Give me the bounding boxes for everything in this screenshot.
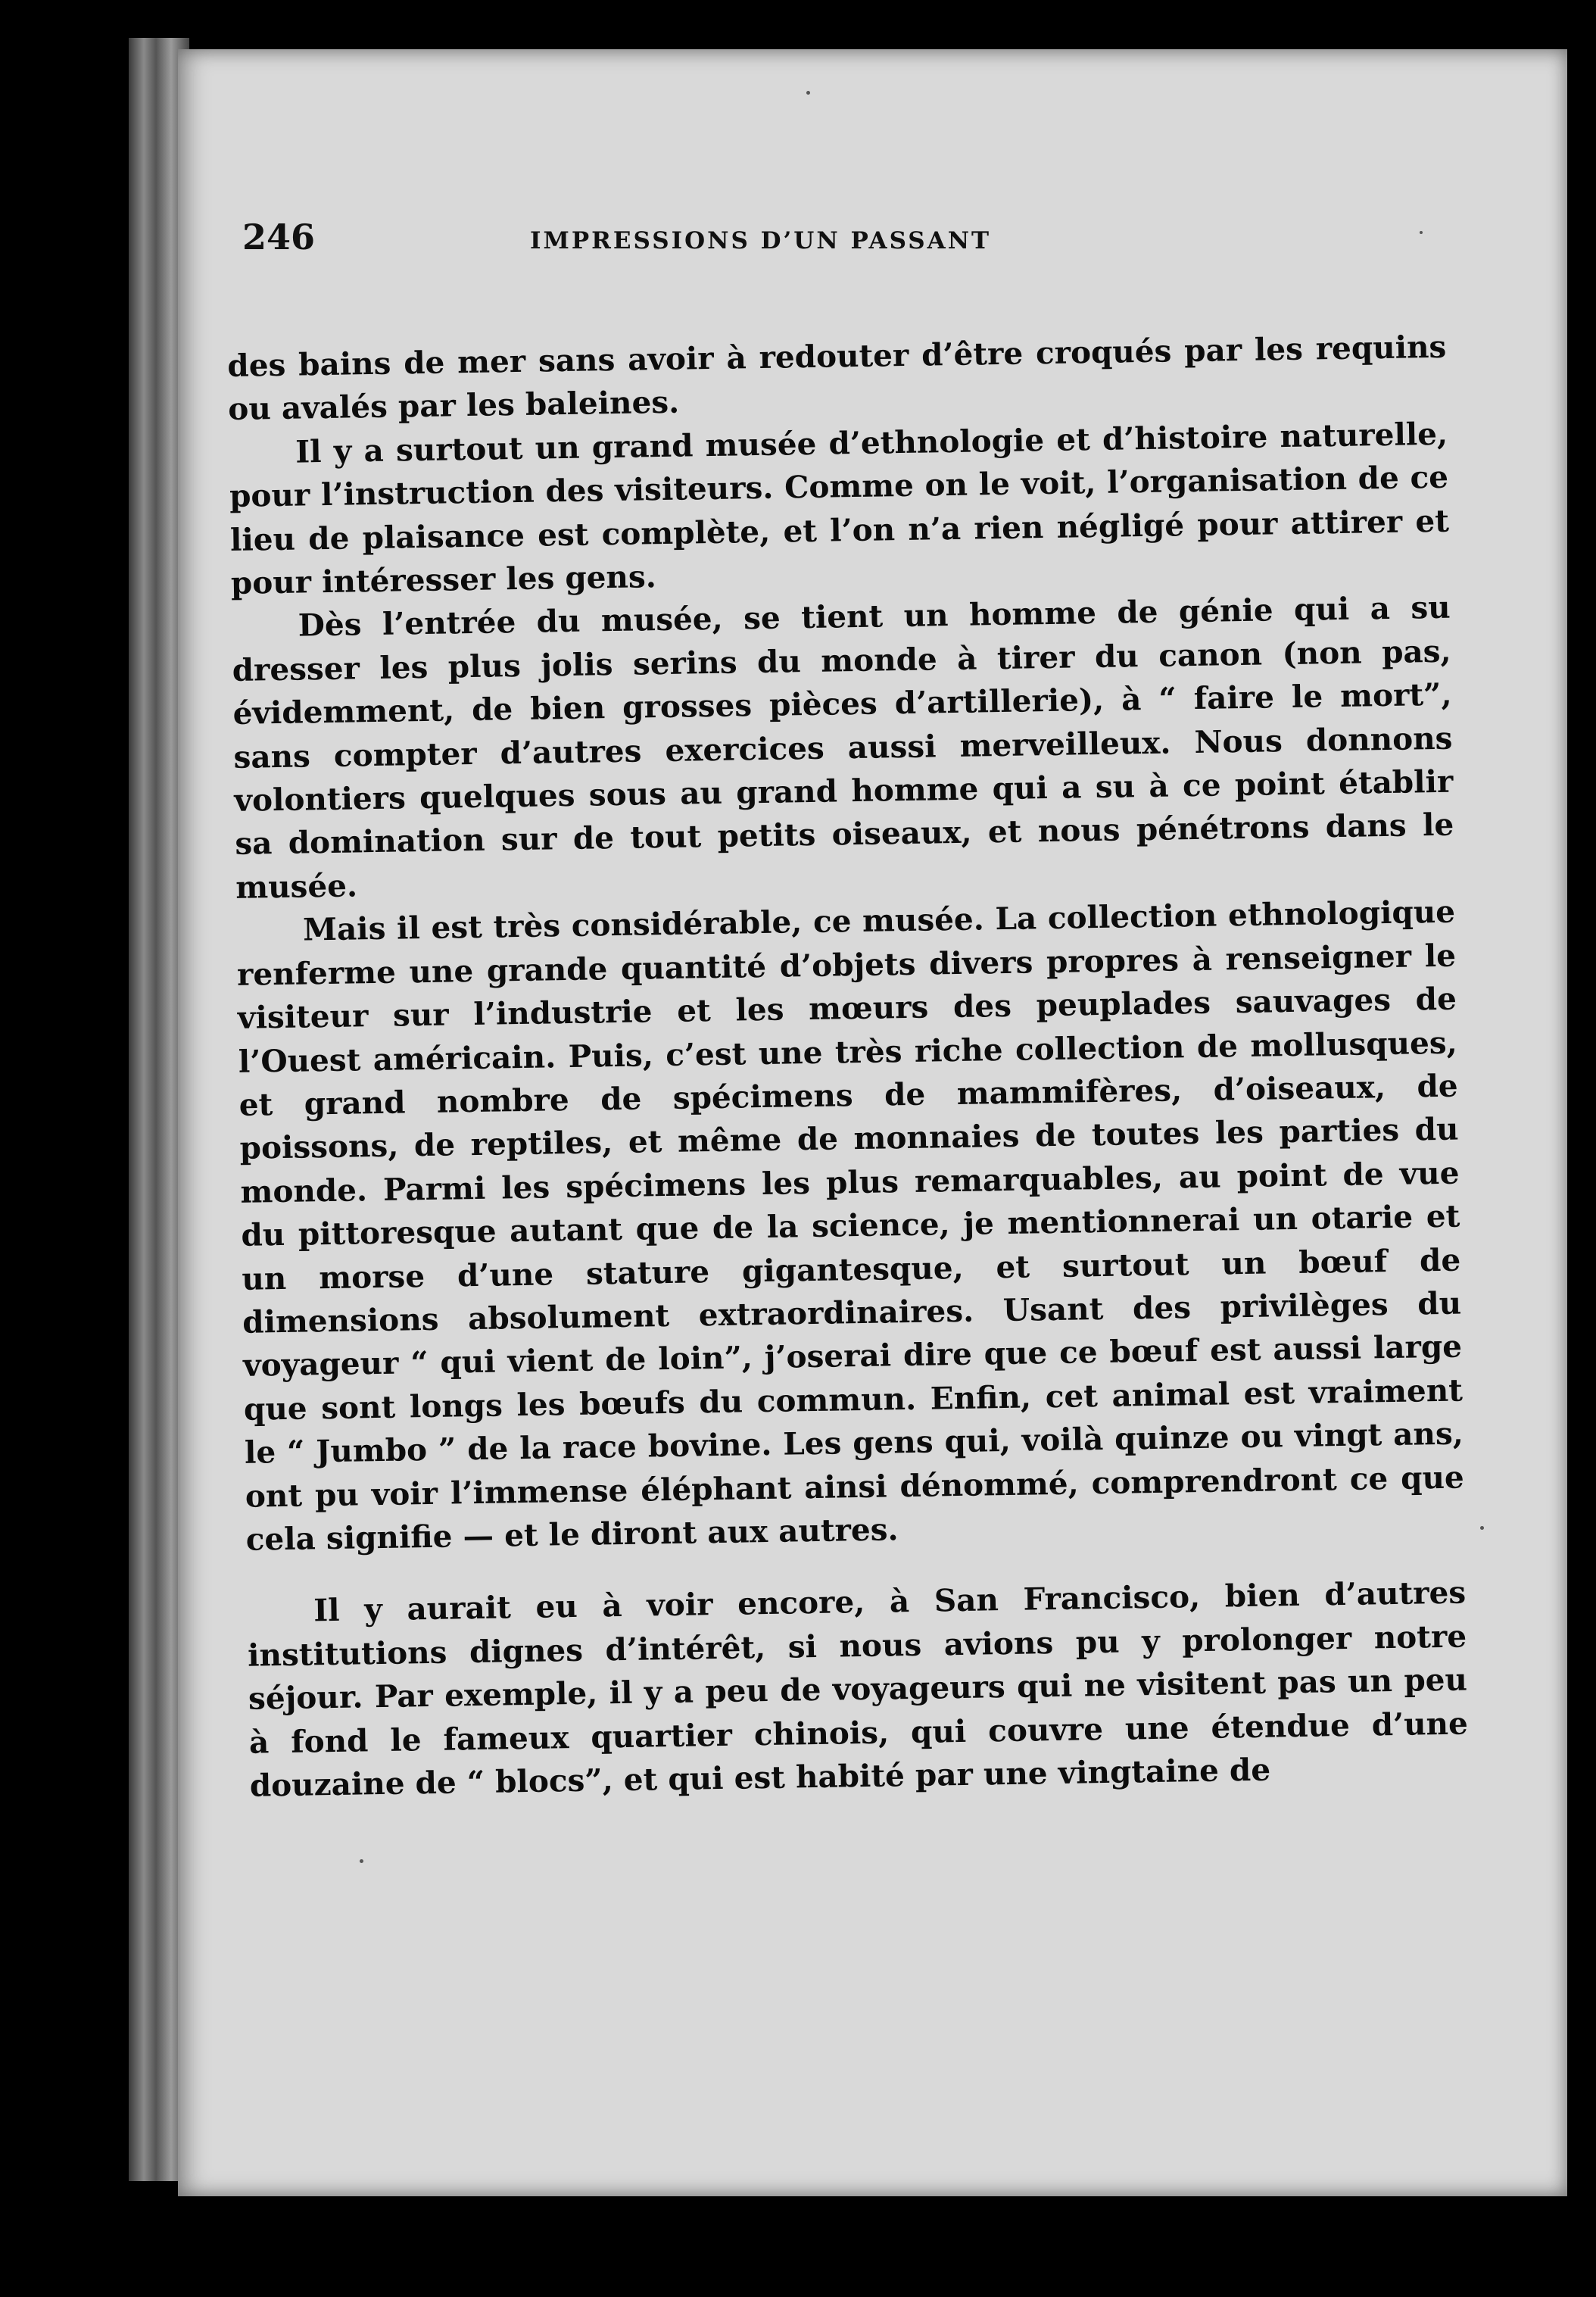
page-number: 246: [242, 217, 316, 257]
paper-speck: [1480, 1526, 1484, 1530]
running-title: IMPRESSIONS D’UN PASSANT: [530, 227, 992, 254]
paragraph: Il y a surtout un grand musée d’ethnologie et d’histoire naturelle, pour l’instruction des visiteurs. Comme on le voit, l’organisation de ce lieu de plaisance est complète, et l’on n’a rien négligé pour attirer et pour intéresser les gens.: [229, 415, 1450, 601]
paragraph-continued: des bains de mer sans avoir à redouter d’être croqués par les requins ou avalés par les baleines.: [227, 328, 1447, 428]
paragraph: Il y aurait eu à voir encore, à San Francisco, bien d’autres institutions dignes d’intérêt, si nous avions pu y prolonger notre séjour. Par exemple, il y a peu de voyageurs qui ne visitent pas un peu à fond le fameux quartier chinois, qui couvre une étendue d’une douzaine de “ blocs”, et qui est habité par une vingtaine de: [247, 1574, 1469, 1804]
paragraph: Dès l’entrée du musée, se tient un homme de génie qui a su dresser les plus jolis serins du monde à tirer du canon (non pas, évidemment, de bien grosses pièces d’artillerie), à “ faire le mort”, sans compter d’autres exercices aussi merveilleux. Nous donnons volontiers quelques sous au grand homme qui a su à ce point établir sa domination sur de tout petits oiseaux, et nous pénétrons dans le musée.: [232, 589, 1454, 906]
paragraph: Mais il est très considérable, ce musée. La collection ethnologique renferme une grande quantité d’objets divers propres à renseigner le visiteur sur l’industrie et les mœurs des peuplades sauvages de l’Ouest américain. Puis, c’est une très riche collection de mollusques, et grand nombre de spécimens de mammifères, d’oiseaux, de poissons, de reptiles, et même de monnaies de toutes les parties du monde. Parmi les spécimens les plus remarquables, au point de vue du pittoresque autant que de la science, je mentionnerai un otarie et un morse d’une stature gigantesque, et surtout un bœuf de dimensions absolument extraordinaires. Usant des privilèges du voyageur “ qui vient de loin”, j’oserai dire que ce bœuf est aussi large que sont longs les bœufs du commun. Enfin, cet animal est vraiment le “ Jumbo ” de la race bovine. Les gens qui, voilà quinze ou vingt ans, ont pu voir l’immense éléphant ainsi dénommé, comprendront ce que cela signifie — et le diront aux autres.: [236, 893, 1465, 1558]
paper-speck: [360, 1859, 363, 1863]
paper-speck: [806, 91, 810, 95]
page-header: [242, 211, 1439, 271]
body-text: [227, 326, 1469, 1808]
